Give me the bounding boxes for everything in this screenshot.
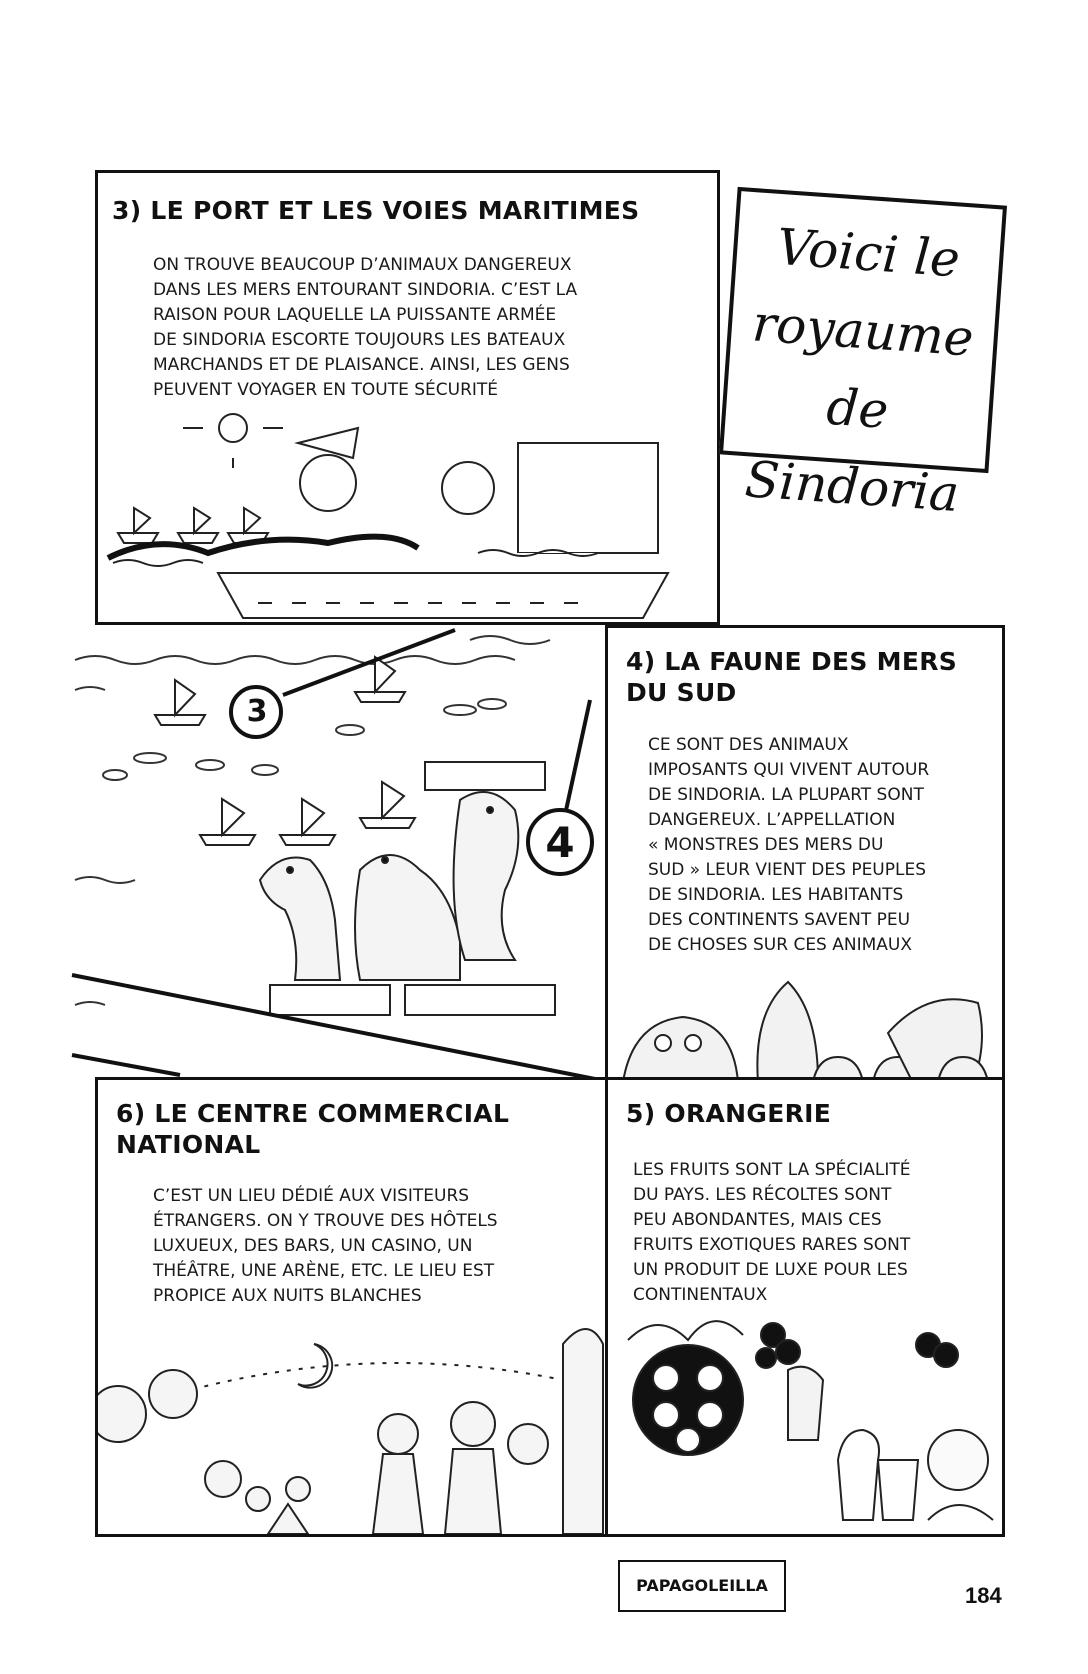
panel-commerce-body: C’EST UN LIEU DÉDIÉ AUX VISITEURS ÉTRANGERS. ON Y TROUVE DES HÔTELS LUXUEUX, DES BARS, UN CASINO, UN THÉÂTRE, UNE ARÈNE, ETC. LE LIEU EST PROPICE AUX NUITS BLANCHES [153, 1186, 498, 1306]
boats [155, 657, 415, 845]
panel-port-body: ON TROUVE BEAUCOUP D’ANIMAUX DANGEREUX DANS LES MERS ENTOURANT SINDORIA. C’EST LA RAISON POUR LAQUELLE LA PUISSANTE ARMÉE DE SINDORIA ESCORTE TOUJOURS LES BATEAUX MARCHANDS ET DE PLAISANCE. AINSI, LES GENS PEUVENT VOYAGER EN TOUTE SÉCURITÉ [153, 255, 578, 400]
panel-commerce [95, 1077, 608, 1537]
map-marker-3: 3 [246, 694, 268, 729]
fruit-label: PAPAGOLEILLA [618, 1560, 786, 1612]
handwritten-title: Voici le royaume de Sindoria [743, 217, 976, 524]
panel-fauna-body: CE SONT DES ANIMAUX IMPOSANTS QUI VIVENT AUTOUR DE SINDORIA. LA PLUPART SONT DANGEREUX. L’APPELLATION « MONSTRES DES MERS DU SUD » LEUR VIENT DES PEUPLES DE SINDORIA. LES HABITANTS DES CONTINENTS SAVENT PEU DE CHOSES SUR CES ANIMAUX [648, 735, 930, 955]
map-marker-4: 4 [545, 818, 575, 867]
orangerie-fruit-illustration [608, 1300, 1002, 1535]
panel-fauna-title: 4) LA FAUNE DES MERS DU SUD [626, 647, 958, 707]
panel-orangerie-title: 5) ORANGERIE [626, 1099, 832, 1128]
commerce-crowd-illustration [98, 1304, 605, 1534]
panel-port-title: 3) LE PORT ET LES VOIES MARITIMES [112, 196, 640, 225]
panel-fauna [605, 625, 1005, 1080]
page-number: 184 [965, 1583, 1002, 1608]
handwritten-title-box [719, 187, 1007, 524]
panel-commerce-title: 6) LE CENTRE COMMERCIAL NATIONAL [116, 1099, 510, 1159]
port-ship-illustration [98, 403, 717, 623]
fauna-creatures-illustration [608, 973, 1002, 1083]
panel-orangerie-body: LES FRUITS SONT LA SPÉCIALITÉ DU PAYS. LES RÉCOLTES SONT PEU ABONDANTES, MAIS CES FRUITS EXOTIQUES RARES SONT UN PRODUIT DE LUXE POUR LES CONTINENTAUX [633, 1160, 911, 1305]
panel-orangerie [605, 1077, 1005, 1537]
panel-port [95, 170, 720, 625]
